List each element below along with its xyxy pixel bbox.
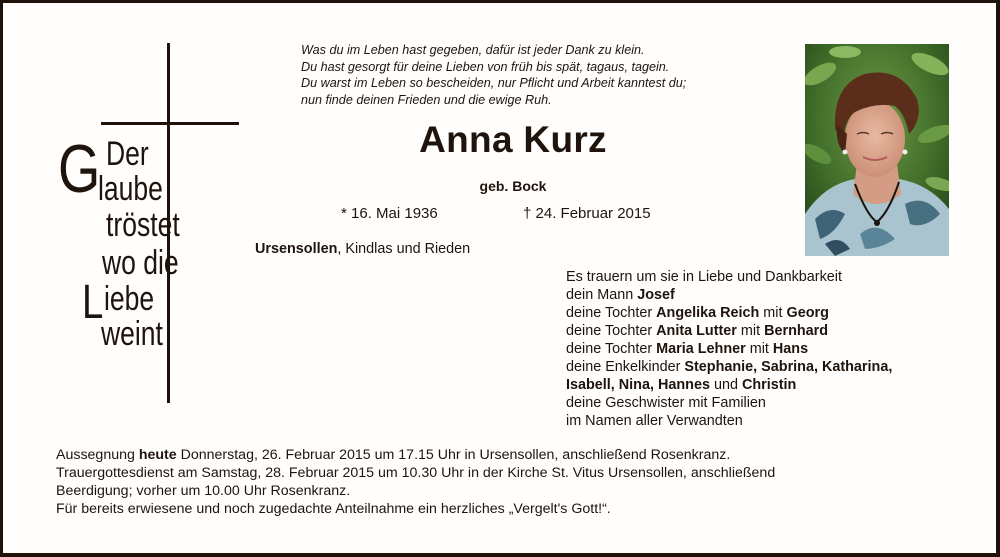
- poem-line: Was du im Leben hast gegeben, dafür ist jeder Dank zu klein.: [301, 43, 645, 57]
- birth-date: * 16. Mai 1936: [341, 205, 438, 222]
- motto-line-5: iebe: [104, 280, 155, 318]
- portrait-image: [805, 44, 949, 256]
- mourner-line: Isabell, Nina, Hannes und Christin: [566, 377, 797, 393]
- mourners-list: [566, 268, 892, 430]
- mourners-intro: Es trauern um sie in Liebe und Dankbarkeit: [566, 269, 842, 285]
- poem-line: Du hast gesorgt für deine Lieben von früh bis spät, tagaus, tagein.: [301, 59, 670, 74]
- poem-line: nun finde deinen Frieden und die ewige Ruh.: [301, 92, 552, 107]
- service-line-blessing: Aussegnung heute Donnerstag, 26. Februar 2015 um 17.15 Uhr in Ursensollen, anschließend Rosenkranz.: [56, 447, 731, 463]
- cross-horizontal-bar: [101, 122, 239, 125]
- maiden-name: geb. Bock: [479, 178, 547, 194]
- motto-drop-cap-g: G: [58, 131, 101, 207]
- motto-line-6: weint: [101, 315, 163, 353]
- poem-line: Du warst im Leben so bescheiden, nur Pflicht und Arbeit kanntest du;: [301, 76, 687, 90]
- service-line-burial: Beerdigung; vorher um 10.00 Uhr Rosenkranz.: [56, 483, 351, 499]
- service-line-mass: Trauergottesdienst am Samstag, 28. Februar 2015 um 10.30 Uhr in der Kirche St. Vitus Ursensollen, anschließend: [56, 465, 776, 481]
- service-line-thanks: Für bereits erwiesene und noch zugedachte Anteilnahme ein herzliches „Vergelt's Gott!“.: [56, 501, 611, 517]
- motto-line-4: wo die: [102, 244, 179, 282]
- residence: [255, 241, 470, 257]
- motto-drop-cap-l: L: [82, 276, 104, 329]
- mourner-line: deine Tochter Anita Lutter mit Bernhard: [566, 323, 829, 339]
- motto-line-3: tröstet: [106, 206, 180, 244]
- death-date: † 24. Februar 2015: [523, 205, 651, 222]
- poem: [301, 42, 686, 108]
- motto-line-2: laube: [98, 170, 163, 208]
- mourner-line: deine Geschwister mit Familien: [566, 395, 766, 411]
- residence-main: Ursensollen: [255, 241, 338, 257]
- residence-rest: , Kindlas und Rieden: [337, 241, 471, 257]
- portrait-photo: [805, 44, 949, 256]
- mourner-line: deine Enkelkinder Stephanie, Sabrina, Katharina,: [566, 359, 893, 375]
- mourner-line: deine Tochter Angelika Reich mit Georg: [566, 305, 829, 321]
- mourner-line: im Namen aller Verwandten: [566, 413, 743, 429]
- deceased-name: Anna Kurz: [419, 119, 607, 160]
- motto-line-1: Der: [106, 135, 149, 173]
- mourner-line: dein Mann Josef: [566, 287, 675, 303]
- service-details: [56, 446, 775, 518]
- mourner-line: deine Tochter Maria Lehner mit Hans: [566, 341, 809, 357]
